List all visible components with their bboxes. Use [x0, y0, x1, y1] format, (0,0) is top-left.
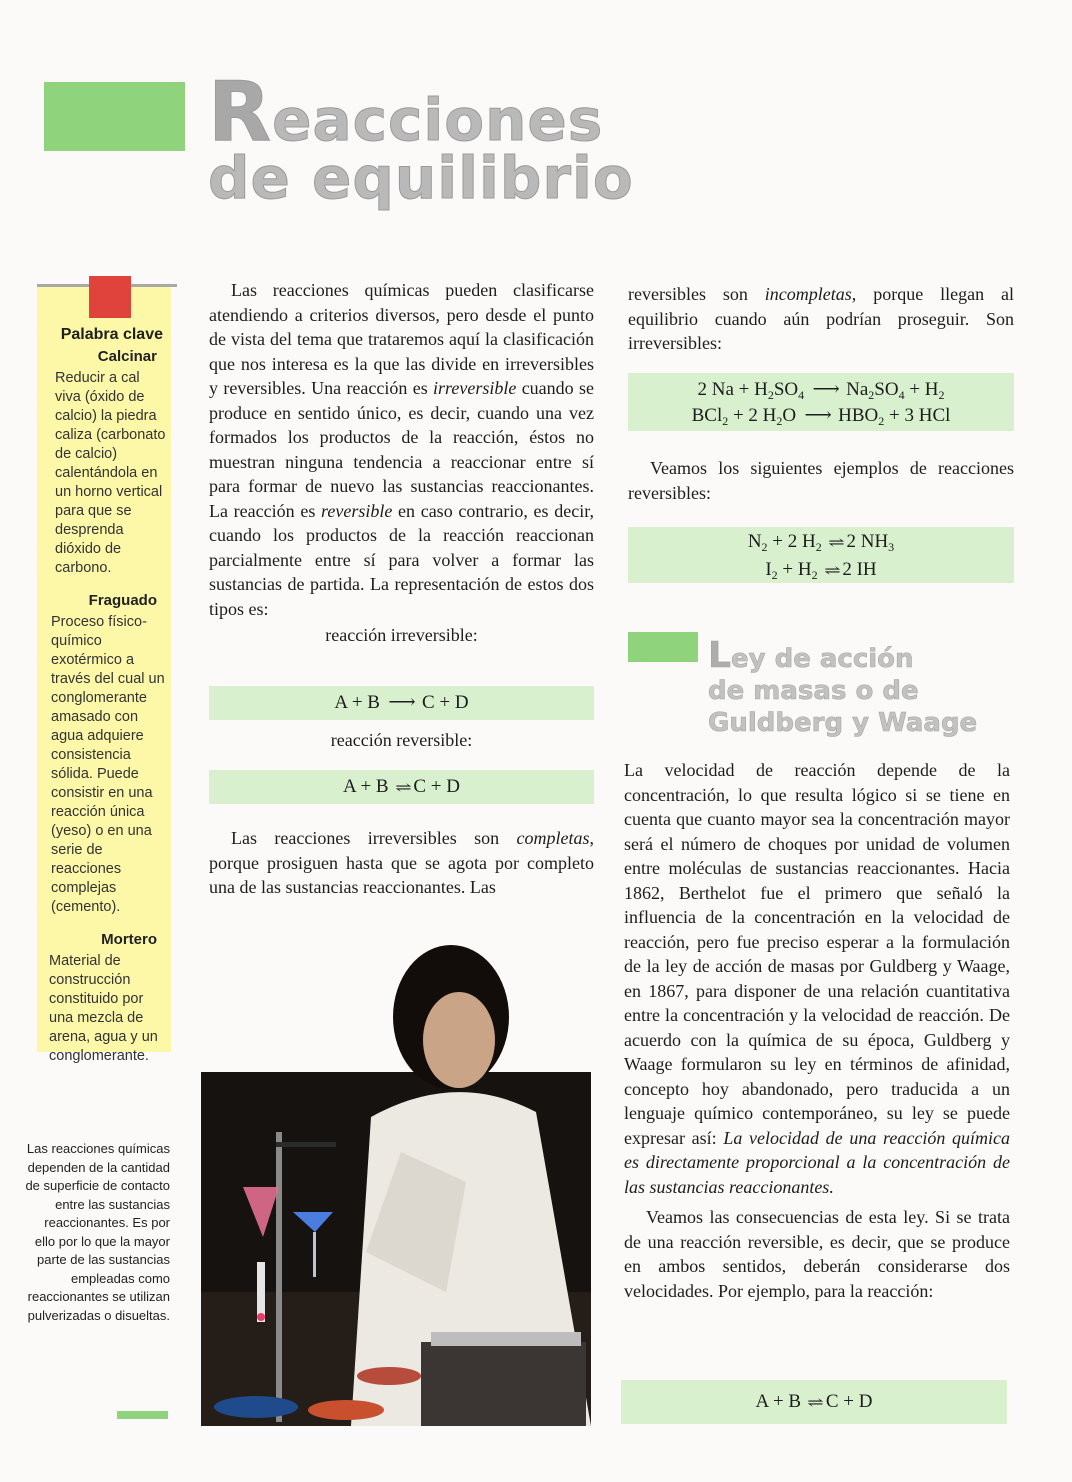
- paragraph: Las reacciones irreversibles son completas, porque prosiguen hasta que se agota por completo una de las sustancias reaccionantes. Las: [209, 828, 594, 897]
- keyword-sidebar: [37, 286, 171, 1064]
- sidebar-definition: Reducir a cal viva (óxido de calcio) la piedra caliza (carbonato de calcio) calentándola en un horno vertical para que se desprenda dióxido de carbono.: [55, 370, 166, 576]
- paragraph: Las reacciones químicas pueden clasificarse atendiendo a criterios diversos, pero desde el punto de vista del tema que trataremos aquí la clasificación que nos interesa es la que las divide en irreversibles y reversibles. Una reacción es irreversible cuando se produce en sentido único, es decir, cuando una vez formados los productos de la reacción, éstos no muestran ninguna tendencia a reaccionar entre sí para formar de nuevo las sustancias reaccionantes. La reacción es reversible en caso contrario, es decir, cuando los productos de la reacción reaccionan parcialmente entre sí para volver a formar las sustancias de partida. La representación de estos dos tipos es:: [209, 280, 594, 619]
- body-column-left: [209, 278, 594, 648]
- sidebar-heading: Palabra clave: [60, 326, 163, 343]
- paragraph: Veamos las consecuencias de esta ley. Si se trata de una reacción reversible, es decir, que se produce en ambos sentidos, deberán considerarse dos velocidades. Por ejemplo, para la reacción:: [624, 1207, 1010, 1301]
- equations-irreversible-examples: [628, 373, 1014, 431]
- equation-line: BCl$_2$ + 2 $H_2O$ ⟶ $HBO_2 + 3$ HCl: [691, 405, 951, 428]
- section-title: Ley de acción de masas o de Guldberg y Waage: [708, 635, 978, 738]
- paragraph: Veamos los siguientes ejemplos de reacciones reversibles:: [628, 458, 1014, 503]
- equation-final: A + B ⇌ C + D: [621, 1380, 1007, 1424]
- sidebar-definition: Material de construcción constituido por una mezcla de arena, agua y un conglomerante.: [49, 953, 158, 1064]
- sidebar-term: Mortero: [101, 931, 157, 948]
- lab-photo: [201, 932, 591, 1426]
- equation-irreversible: A + B ⟶ C + D: [209, 686, 594, 720]
- equation-label: reacción reversible:: [330, 730, 473, 750]
- scientist-lab-image: [201, 932, 591, 1426]
- body-column-right: [628, 282, 1014, 356]
- subtitle-accent-block: [628, 632, 698, 662]
- page-title: Reacciones de equilibrio: [208, 65, 634, 212]
- equation-line: $N_2 + 2$ $H_2$ ⇌ 2 $NH_3$: [747, 531, 895, 554]
- sidebar-term: Calcinar: [97, 348, 157, 365]
- sidebar-red-marker: [89, 276, 131, 318]
- paragraph: reversibles son incompletas, porque llegan al equilibrio cuando aún podrían proseguir. Son irreversibles:: [628, 284, 1014, 353]
- equation-reversible: A + B ⇌ C + D: [209, 770, 594, 804]
- sidebar-definition: Proceso físico-químico exotérmico a través del cual un conglomerante amasado con agua adquiere consistencia sólida. Puede consistir en una reacción única (yeso) o en una serie de reacciones complejas (cemento).: [51, 614, 165, 915]
- sidebar-term: Fraguado: [88, 592, 157, 609]
- title-accent-block: [44, 82, 185, 151]
- equation-label: reacción irreversible:: [325, 625, 478, 645]
- photo-caption: Las reacciones químicas dependen de la cantidad de superficie de contacto entre las sustancias reaccionantes. Es por ello por lo que la mayor parte de las sustancias empleadas como reaccionantes se utilizan pulverizadas o disueltas.: [25, 1141, 170, 1323]
- equations-reversible-examples: [628, 527, 1014, 583]
- equation-line: 2 $Na + H_2SO_4$ ⟶ $Na_2SO_4 + H_2$: [697, 379, 945, 402]
- body-column-left-cont: [209, 826, 594, 900]
- body-column-right-cont: [624, 758, 1010, 1303]
- equation-line: $I_2 + H_2$ ⇌ 2 IH: [765, 559, 877, 582]
- caption-accent-bar: [117, 1411, 168, 1419]
- paragraph: La velocidad de reacción depende de la concentración, lo que resulta lógico si se tiene en cuenta que cuanto mayor sea la concentración mayor será el número de choques por unidad de volumen entre moléculas de sustancias reaccionantes. Hacia 1862, Berthelot fue el primero que señaló la influencia de la concentración en la velocidad de reacción, pero fue preciso esperar a la formulación de la ley de acción de masas por Guldberg y Waage, en 1867, para disponer de una relación cuantitativa entre la concentración y la velocidad de reacción. De acuerdo con la química de su época, Guldberg y Waage formularon su ley en términos de afinidad, concepto hoy abandonado, pero traducida a un lenguaje químico contemporáneo, su ley se puede expresar así: La velocidad de una reacción química es directamente proporcional a la concentración de las sustancias reaccionantes.: [624, 760, 1010, 1197]
